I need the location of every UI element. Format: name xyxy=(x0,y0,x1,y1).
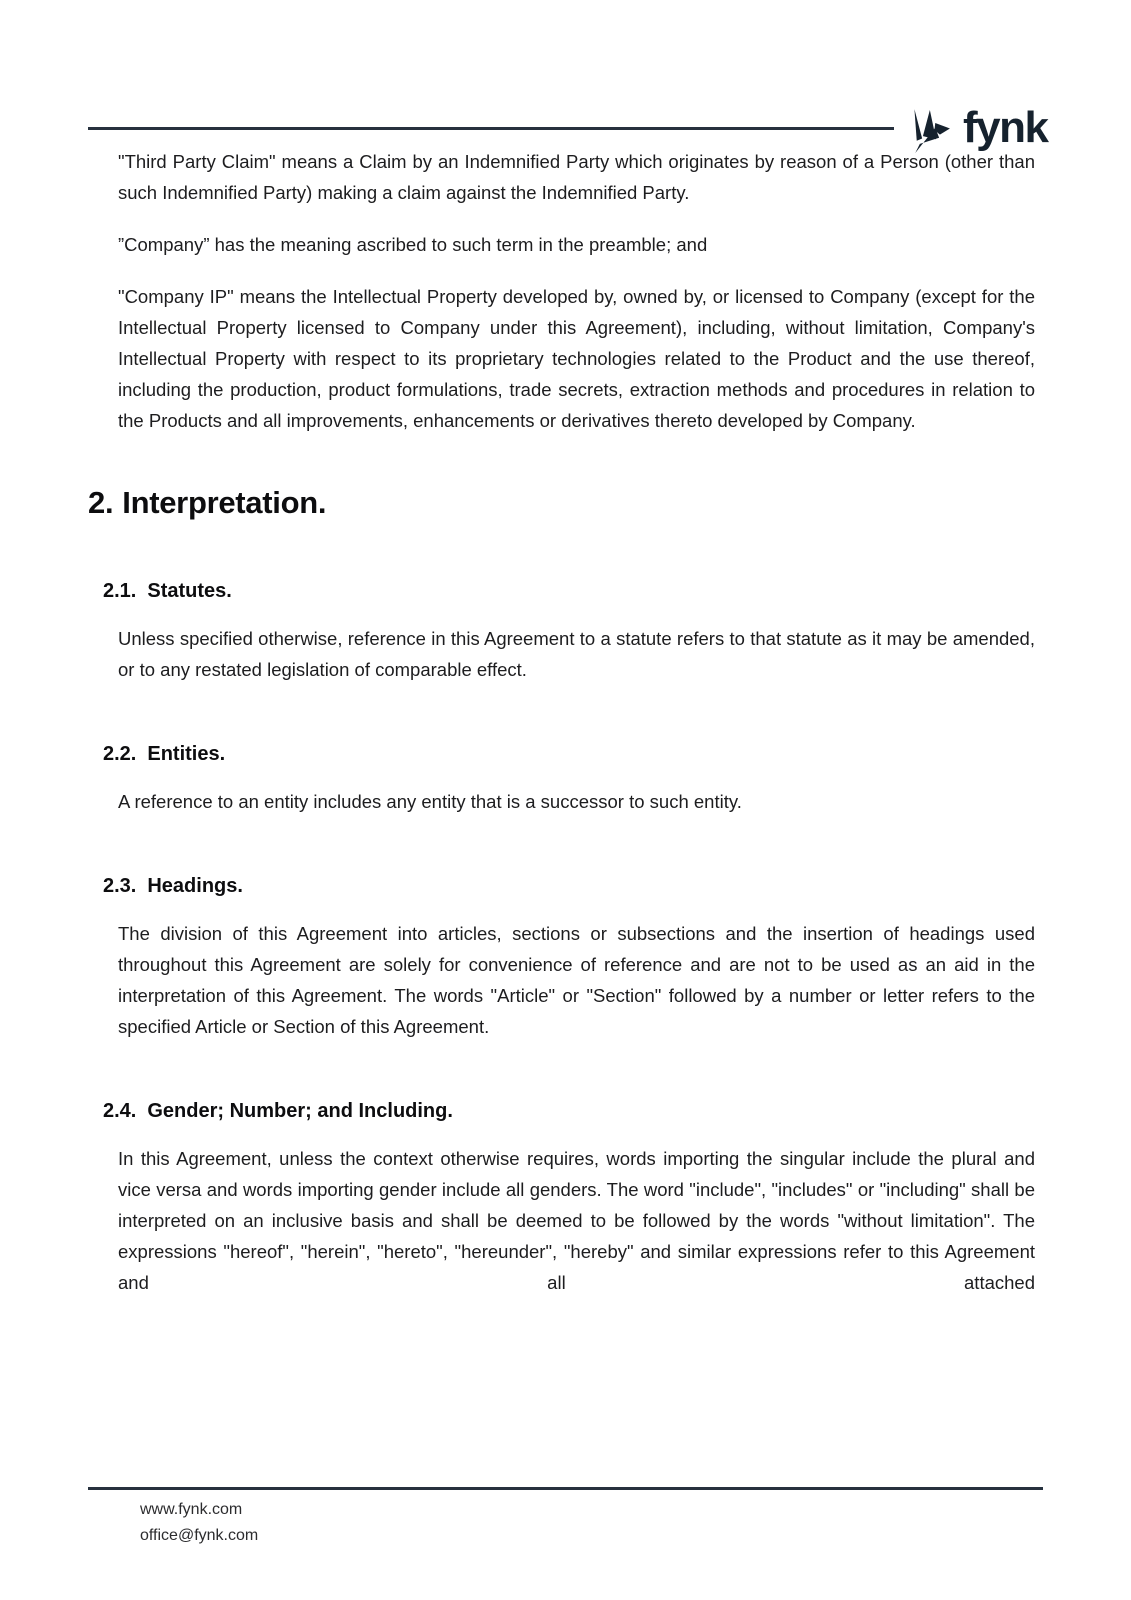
subsection-number: 2.4. xyxy=(103,1100,137,1122)
subsection-body: The division of this Agreement into articles, sections or subsections and the insertion of headings used throughout this Agreement are solely for convenience of reference and are not to be used as an aid in the interpretation of this Agreement. The words "Article" or "Section" followed by a number or letter refers to the specified Article or Section of this Agreement. xyxy=(118,923,1035,1037)
subsection-body: Unless specified otherwise, reference in this Agreement to a statute refers to that statute as it may be amended, or to any restated legislation of comparable effect. xyxy=(118,628,1035,680)
email-link[interactable]: office@fynk.com xyxy=(140,1527,259,1544)
subsection-body: A reference to an entity includes any entity that is a successor to such entity. xyxy=(118,791,742,812)
subsection-number: 2.2. xyxy=(103,743,137,765)
subsection-statutes xyxy=(88,578,1035,685)
subsection-title: Headings. xyxy=(147,875,243,897)
brand-wordmark: fynk xyxy=(963,103,1048,152)
subsection-body: In this Agreement, unless the context otherwise requires, words importing the singular include the plural and vice versa and words importing gender include all genders. The word "include", "includes" or "including" shall be interpreted on an inclusive basis and shall be deemed to be followed by the words "without limitation". The expressions "hereof", "herein", "hereto", "hereunder", "hereby" and similar expressions refer to this Agreement and all attached xyxy=(118,1148,1035,1293)
subsection-heading-headings xyxy=(103,873,1035,899)
section-number: 2. xyxy=(88,485,114,520)
website-link[interactable]: www.fynk.com xyxy=(140,1501,243,1518)
subsection-gender-number-including xyxy=(88,1098,1035,1298)
header-divider xyxy=(88,127,894,130)
subsection-heading-entities xyxy=(103,741,1035,767)
definition-company-ip: "Company IP" means the Intellectual Property developed by, owned by, or licensed to Company (except for the Intellectual Property licensed to Company under this Agreement), including, without limitation, Company's Intellectual Property with respect to its proprietary technologies related to the Product and the use thereof, including the production, product formulations, trade secrets, extraction methods and procedures in relation to the Products and all improvements, enhancements or derivatives thereto developed by Company. xyxy=(118,286,1035,431)
definition-third-party-claim: "Third Party Claim" means a Claim by an Indemnified Party which originates by reason of a Person (other than such Indemnified Party) making a claim against the Indemnified Party. xyxy=(118,151,1035,203)
section-title: Interpretation. xyxy=(122,485,327,520)
subsection-number: 2.3. xyxy=(103,875,137,897)
definition-company: ”Company” has the meaning ascribed to such term in the preamble; and xyxy=(118,234,708,255)
subsection-title: Statutes. xyxy=(147,580,232,602)
subsection-entities xyxy=(88,741,1035,817)
document-content xyxy=(88,146,1035,1298)
section-heading-interpretation xyxy=(88,484,1035,522)
footer xyxy=(140,1497,258,1549)
subsection-title: Gender; Number; and Including. xyxy=(147,1100,453,1122)
subsection-number: 2.1. xyxy=(103,580,137,602)
subsection-heading-gender xyxy=(103,1098,1035,1124)
subsection-headings xyxy=(88,873,1035,1042)
subsection-title: Entities. xyxy=(147,743,226,765)
subsection-heading-statutes xyxy=(103,578,1035,604)
footer-divider xyxy=(88,1487,1043,1490)
